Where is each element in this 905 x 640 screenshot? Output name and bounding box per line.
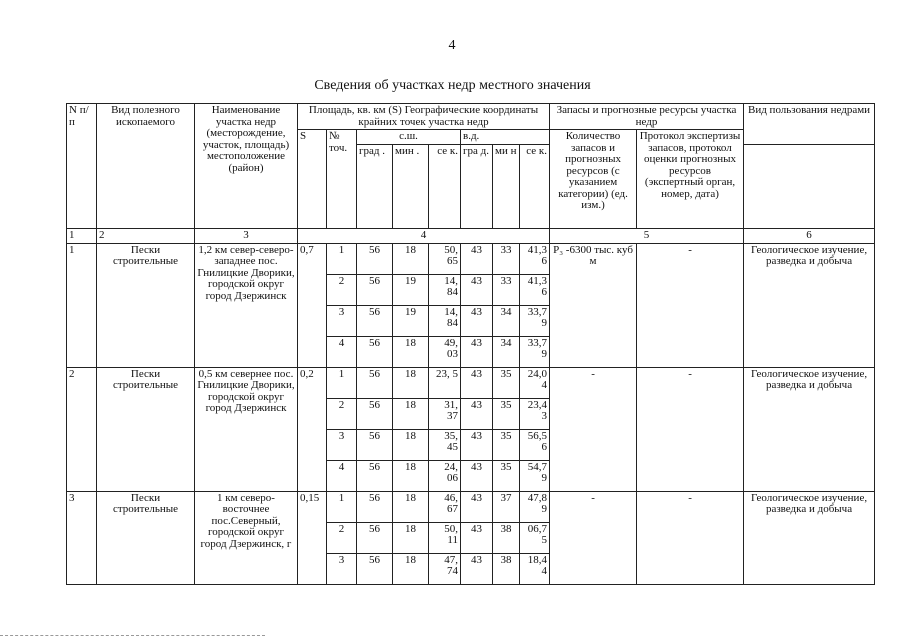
row-location: 1,2 км север-северо-западнее пос. Гнилицкие Дворики, городской округ город Дзержинск	[195, 243, 298, 367]
lon-deg: 43	[461, 553, 493, 584]
lon-deg: 43	[461, 491, 493, 522]
row-num: 2	[67, 367, 97, 491]
lon-sec: 18,4 4	[520, 553, 550, 584]
lat-deg: 56	[357, 553, 393, 584]
row-protocol: -	[637, 491, 744, 584]
lon-sec: 41,3 6	[520, 243, 550, 274]
lat-deg: 56	[357, 336, 393, 367]
lon-deg: 43	[461, 274, 493, 305]
header-lon-min: ми н	[493, 144, 520, 228]
lat-deg: 56	[357, 522, 393, 553]
header-area-coords: Площадь, кв. км (S) Географические координаты крайних точек участка недр	[298, 104, 550, 130]
header-name: Наименование участка недр (месторождение, участок, площадь) местоположение (район)	[195, 104, 298, 229]
lat-sec: 50, 11	[429, 522, 461, 553]
row-location: 0,5 км севернее пос. Гнилицкие Дворики, городской округ город Дзержинск	[195, 367, 298, 491]
header-usage-empty	[744, 144, 875, 228]
lat-deg: 56	[357, 429, 393, 460]
point-no: 1	[327, 243, 357, 274]
row-location: 1 км северо-восточнее пос.Северный, городской округ город Дзержинск, г	[195, 491, 298, 584]
row-area: 0,7	[298, 243, 327, 367]
lon-min: 35	[493, 398, 520, 429]
document-title: Сведения об участках недр местного значения	[314, 78, 591, 93]
lon-sec: 23,4 3	[520, 398, 550, 429]
lat-min: 18	[393, 367, 429, 398]
point-no: 2	[327, 522, 357, 553]
header-lon: в.д.	[461, 130, 550, 145]
lon-min: 37	[493, 491, 520, 522]
lon-sec: 54,7 9	[520, 460, 550, 491]
lon-min: 35	[493, 429, 520, 460]
row-num: 1	[67, 243, 97, 367]
table-row	[67, 491, 875, 522]
header-point-no: № точ.	[327, 130, 357, 229]
point-no: 2	[327, 398, 357, 429]
header-usage: Вид пользования недрами	[744, 104, 875, 145]
header-lat-min: мин .	[393, 144, 429, 228]
lon-min: 35	[493, 460, 520, 491]
page-number: 4	[448, 38, 456, 53]
lon-sec: 33,7 9	[520, 336, 550, 367]
header-protocol: Протокол экспертизы запасов, протокол оценки прогнозных ресурсов (экспертный орган, номер, дата)	[637, 130, 744, 229]
point-no: 3	[327, 429, 357, 460]
column-number: 2	[97, 228, 195, 243]
lon-sec: 06,7 5	[520, 522, 550, 553]
row-protocol: -	[637, 243, 744, 367]
point-no: 2	[327, 274, 357, 305]
lat-deg: 56	[357, 274, 393, 305]
lon-deg: 43	[461, 243, 493, 274]
row-mineral: Пески строительные	[97, 367, 195, 491]
point-no: 4	[327, 336, 357, 367]
lat-sec: 24, 06	[429, 460, 461, 491]
lon-deg: 43	[461, 367, 493, 398]
lat-sec: 46, 67	[429, 491, 461, 522]
lat-min: 18	[393, 336, 429, 367]
lat-min: 18	[393, 553, 429, 584]
row-mineral: Пески строительные	[97, 243, 195, 367]
lat-sec: 14, 84	[429, 305, 461, 336]
lon-sec: 33,7 9	[520, 305, 550, 336]
lat-min: 19	[393, 274, 429, 305]
header-lat: с.ш.	[357, 130, 461, 145]
lat-min: 18	[393, 429, 429, 460]
lat-min: 18	[393, 460, 429, 491]
row-area: 0,15	[298, 491, 327, 584]
lat-sec: 31, 37	[429, 398, 461, 429]
header-lat-sec: се к.	[429, 144, 461, 228]
row-reserves: -	[550, 491, 637, 584]
lat-min: 18	[393, 398, 429, 429]
lon-min: 33	[493, 274, 520, 305]
point-no: 1	[327, 491, 357, 522]
table-row	[67, 367, 875, 398]
table-row	[67, 243, 875, 274]
header-mineral: Вид полезного ископаемого	[97, 104, 195, 229]
lat-sec: 50, 65	[429, 243, 461, 274]
subsoil-plots-table	[66, 103, 875, 585]
row-reserves: -	[550, 367, 637, 491]
lat-deg: 56	[357, 491, 393, 522]
header-lon-sec: се к.	[520, 144, 550, 228]
lat-sec: 23, 5	[429, 367, 461, 398]
lat-sec: 14, 84	[429, 274, 461, 305]
column-number: 1	[67, 228, 97, 243]
row-usage: Геологическое изучение, разведка и добыча	[744, 491, 875, 584]
row-area: 0,2	[298, 367, 327, 491]
lat-min: 18	[393, 522, 429, 553]
row-num: 3	[67, 491, 97, 584]
row-mineral: Пески строительные	[97, 491, 195, 584]
header-num: N п/п	[67, 104, 97, 229]
header-reserves: Запасы и прогнозные ресурсы участка недр	[550, 104, 744, 130]
row-protocol: -	[637, 367, 744, 491]
lon-deg: 43	[461, 305, 493, 336]
header-lon-deg: гра д.	[461, 144, 493, 228]
lon-min: 38	[493, 522, 520, 553]
row-usage: Геологическое изучение, разведка и добыча	[744, 243, 875, 367]
lon-min: 38	[493, 553, 520, 584]
lon-deg: 43	[461, 336, 493, 367]
header-s: S	[298, 130, 327, 229]
column-number: 5	[550, 228, 744, 243]
lon-min: 34	[493, 305, 520, 336]
column-number: 6	[744, 228, 875, 243]
header-reserves-qty: Количество запасов и прогнозных ресурсов (с указанием категории) (ед. изм.)	[550, 130, 637, 229]
lon-sec: 41,3 6	[520, 274, 550, 305]
lat-sec: 47, 74	[429, 553, 461, 584]
lon-deg: 43	[461, 522, 493, 553]
lat-deg: 56	[357, 398, 393, 429]
column-number: 4	[298, 228, 550, 243]
point-no: 3	[327, 305, 357, 336]
point-no: 3	[327, 553, 357, 584]
lon-min: 34	[493, 336, 520, 367]
lon-sec: 24,0 4	[520, 367, 550, 398]
lat-deg: 56	[357, 243, 393, 274]
row-reserves: Р₃ -6300 тыс. куб м	[550, 243, 637, 367]
lon-sec: 47,8 9	[520, 491, 550, 522]
point-no: 4	[327, 460, 357, 491]
lon-deg: 43	[461, 429, 493, 460]
lat-min: 18	[393, 243, 429, 274]
lat-deg: 56	[357, 305, 393, 336]
lat-deg: 56	[357, 460, 393, 491]
row-usage: Геологическое изучение, разведка и добыча	[744, 367, 875, 491]
lon-deg: 43	[461, 398, 493, 429]
point-no: 1	[327, 367, 357, 398]
lat-sec: 49, 03	[429, 336, 461, 367]
lat-deg: 56	[357, 367, 393, 398]
header-lat-deg: град .	[357, 144, 393, 228]
lon-min: 35	[493, 367, 520, 398]
lon-deg: 43	[461, 460, 493, 491]
column-number: 3	[195, 228, 298, 243]
lon-min: 33	[493, 243, 520, 274]
lat-min: 18	[393, 491, 429, 522]
page-bottom-rule	[0, 635, 265, 636]
lon-sec: 56,5 6	[520, 429, 550, 460]
lat-sec: 35, 45	[429, 429, 461, 460]
lat-min: 19	[393, 305, 429, 336]
